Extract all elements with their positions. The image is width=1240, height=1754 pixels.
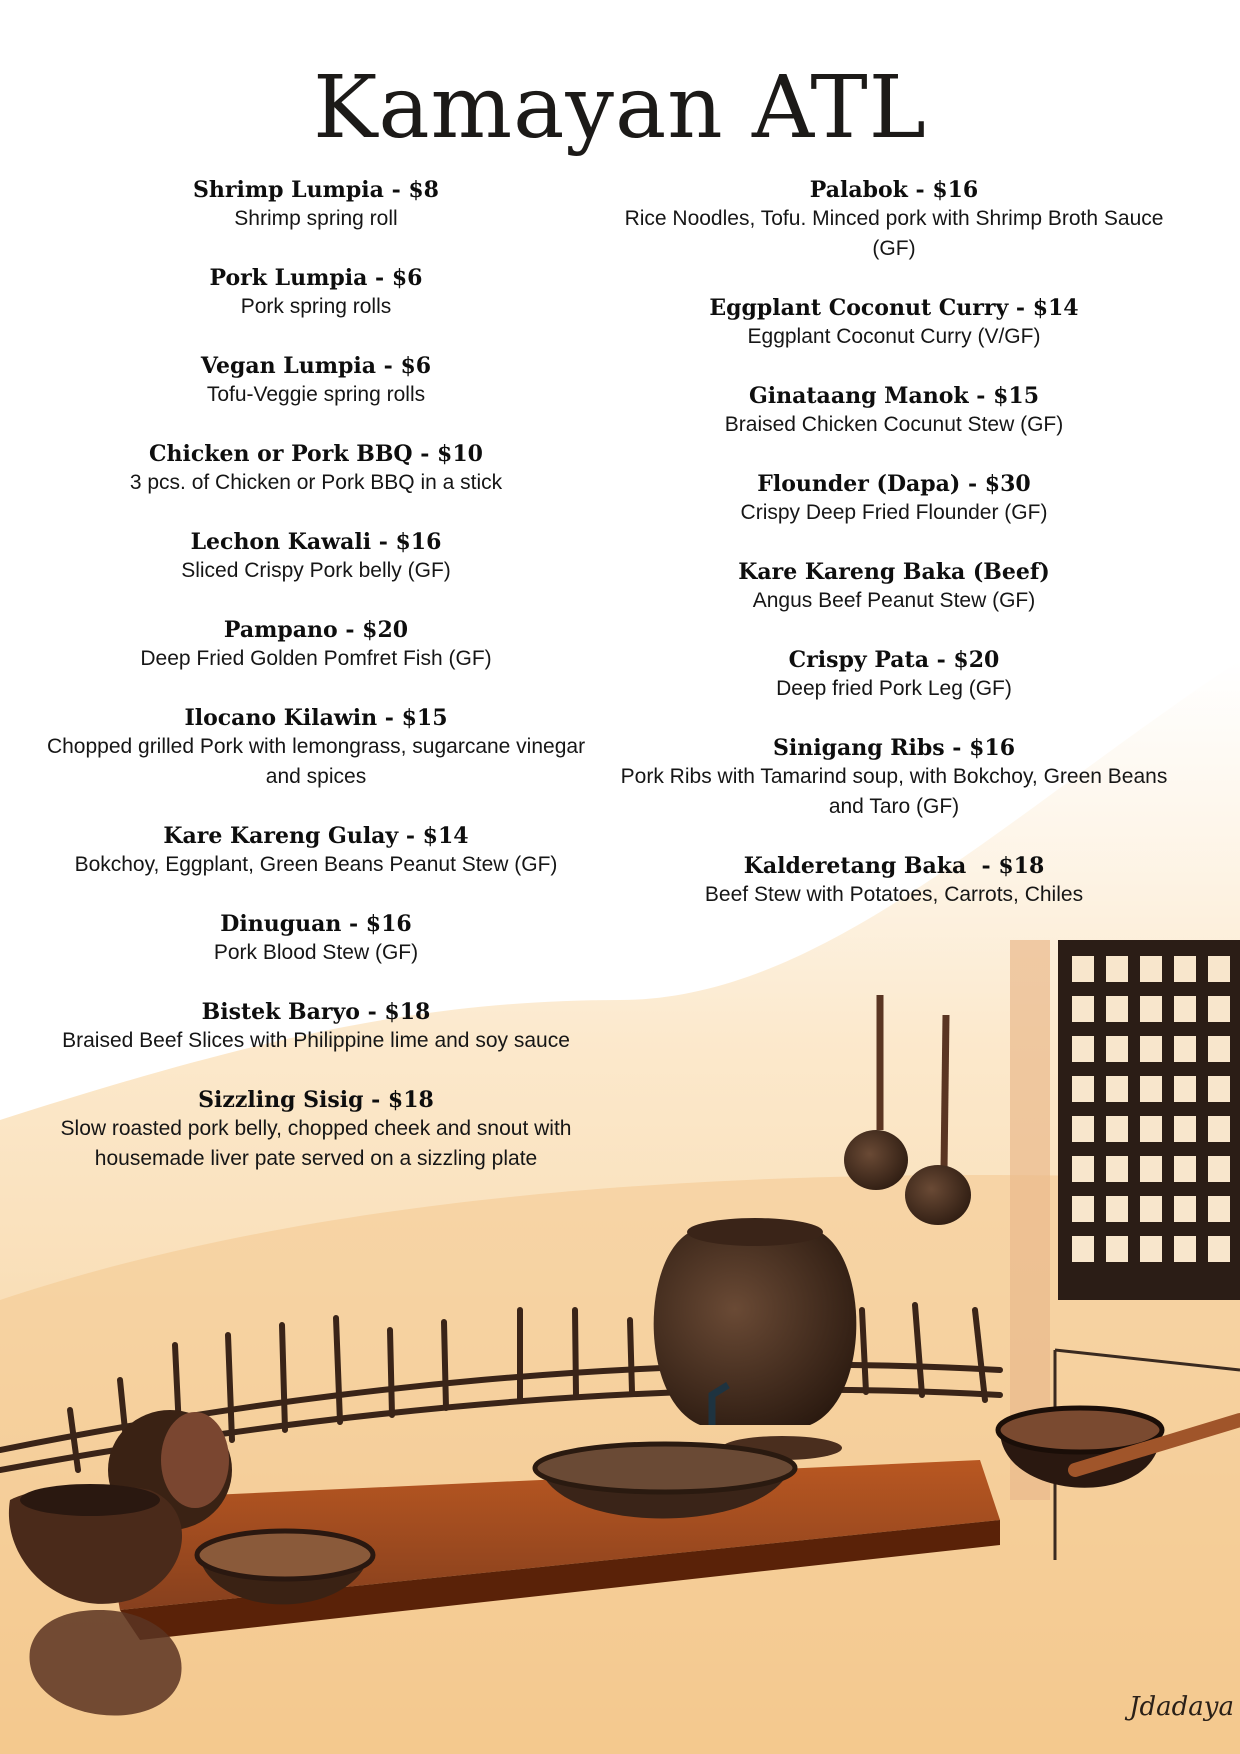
menu-item [36, 1086, 596, 1174]
menu-item-name: Flounder (Dapa) - $30 [757, 471, 1031, 497]
menu-item [36, 176, 596, 234]
menu-item [36, 528, 596, 586]
menu-item-description: Braised Chicken Cocunut Stew (GF) [724, 413, 1064, 436]
menu-item-description: Pork Blood Stew (GF) [213, 941, 419, 964]
restaurant-title: Kamayan ATL [313, 58, 927, 158]
menu-item-description: Shrimp spring roll [234, 207, 398, 230]
menu-item-name: Lechon Kawali - $16 [190, 529, 442, 555]
menu-item [620, 294, 1168, 352]
menu-item-name: Crispy Pata - $20 [788, 647, 1000, 673]
menu-item-description: Rice Noodles, Tofu. Minced pork with Shrimp Broth Sauce (GF) [624, 207, 1164, 260]
window-grille [1058, 940, 1240, 1300]
menu-item-name: Palabok - $16 [809, 177, 979, 203]
menu-item [620, 852, 1168, 910]
menu-item-name: Kalderetang Baka - $18 [743, 853, 1045, 879]
menu-item-name: Pampano - $20 [223, 617, 409, 643]
menu-item [36, 616, 596, 674]
menu-item [36, 264, 596, 322]
menu-item-name: Ilocano Kilawin - $15 [184, 705, 448, 731]
menu-item [620, 382, 1168, 440]
menu-item-name: Sinigang Ribs - $16 [772, 735, 1016, 761]
menu-item-name: Ginataang Manok - $15 [749, 383, 1039, 409]
menu-item-name: Bistek Baryo - $18 [201, 999, 431, 1025]
menu-item-description: Angus Beef Peanut Stew (GF) [752, 589, 1036, 612]
menu-item [620, 646, 1168, 704]
menu-item-name: Pork Lumpia - $6 [209, 265, 423, 291]
artist-signature: Jdadaya [1129, 1692, 1234, 1722]
menu-item-name: Chicken or Pork BBQ - $10 [149, 441, 483, 467]
menu-item [36, 998, 596, 1056]
menu-item [36, 704, 596, 792]
menu-item-description: 3 pcs. of Chicken or Pork BBQ in a stick [129, 471, 503, 494]
menu-item-description: Beef Stew with Potatoes, Carrots, Chiles [704, 883, 1084, 906]
menu-item-description: Crispy Deep Fried Flounder (GF) [740, 501, 1048, 524]
menu-item-name: Vegan Lumpia - $6 [200, 353, 432, 379]
menu-column-left [36, 176, 596, 1204]
menu-item-description: Eggplant Coconut Curry (V/GF) [747, 325, 1041, 348]
menu-item-name: Eggplant Coconut Curry - $14 [709, 295, 1079, 321]
menu-item [36, 440, 596, 498]
menu-item-description: Pork spring rolls [240, 295, 392, 318]
menu-item-name: Shrimp Lumpia - $8 [193, 177, 439, 203]
menu-item-name: Sizzling Sisig - $18 [198, 1087, 434, 1113]
menu-item-name: Kare Kareng Gulay - $14 [163, 823, 469, 849]
menu-item [620, 470, 1168, 528]
menu-item-description: Tofu-Veggie spring rolls [206, 383, 426, 406]
menu-item-name: Kare Kareng Baka (Beef) [738, 559, 1050, 585]
menu-item-description: Slow roasted pork belly, chopped cheek and snout with housemade liver pate served on a sizzling plate [60, 1117, 572, 1170]
menu-item [36, 352, 596, 410]
menu-item-description: Braised Beef Slices with Philippine lime and soy sauce [62, 1029, 570, 1052]
menu-item-name: Dinuguan - $16 [220, 911, 412, 937]
menu-item-description: Deep Fried Golden Pomfret Fish (GF) [140, 647, 492, 670]
menu-item-description: Bokchoy, Eggplant, Green Beans Peanut Stew (GF) [74, 853, 558, 876]
menu-item [36, 910, 596, 968]
menu-item [36, 822, 596, 880]
menu-item-description: Sliced Crispy Pork belly (GF) [181, 559, 451, 582]
menu-item-description: Deep fried Pork Leg (GF) [776, 677, 1012, 700]
menu-item [620, 176, 1168, 264]
menu-item [620, 734, 1168, 822]
menu-item [620, 558, 1168, 616]
menu-item-description: Chopped grilled Pork with lemongrass, sugarcane vinegar and spices [46, 735, 586, 788]
menu-column-right [620, 176, 1168, 940]
menu-item-description: Pork Ribs with Tamarind soup, with Bokchoy, Green Beans and Taro (GF) [620, 765, 1168, 818]
